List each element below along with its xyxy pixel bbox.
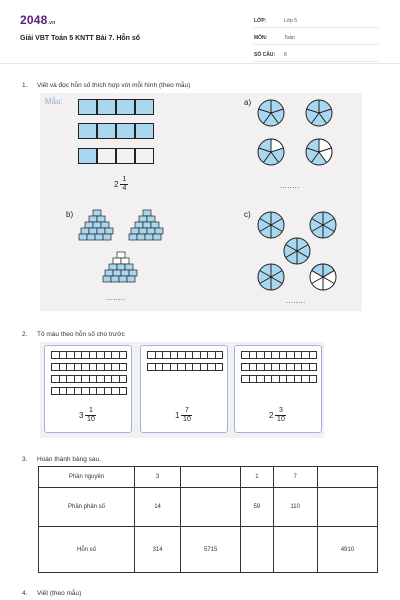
table-cell[interactable]: 7: [273, 467, 317, 488]
denominator: 4: [122, 185, 127, 192]
table-cell[interactable]: 4910: [317, 527, 377, 573]
table-cell[interactable]: [317, 467, 377, 488]
row-header: Phần nguyên: [39, 467, 135, 488]
numerator: 7: [185, 407, 189, 414]
meta-value: Toán: [284, 34, 295, 41]
table-cell[interactable]: [181, 467, 241, 488]
circle-a2: [304, 98, 334, 128]
circle-a1: [256, 98, 286, 128]
meta-row-count: [254, 48, 378, 62]
denominator: 10: [87, 416, 95, 423]
circle-c4: [256, 262, 286, 292]
circle-c5: [308, 262, 338, 292]
fraction: [85, 407, 96, 424]
table-row: [39, 527, 378, 573]
circle-a3: [256, 137, 286, 167]
table-row: [39, 467, 378, 488]
pyramid-b1: [78, 208, 116, 248]
mixed-number: [79, 407, 96, 424]
example-label: Mẫu:: [45, 97, 63, 106]
meta-label: LỚP:: [254, 17, 267, 24]
row-header: Phần phân số: [39, 488, 135, 527]
site-logo[interactable]: 2048.vn: [20, 13, 56, 27]
meta-value: Lớp 5: [284, 17, 298, 24]
numerator: 1: [122, 176, 127, 183]
meta-row-class: [254, 14, 378, 28]
table-cell[interactable]: 314: [135, 527, 181, 573]
whole-part: 3: [79, 411, 84, 420]
label-c: c): [244, 210, 251, 219]
meta-info: [254, 14, 378, 65]
mixed-number: [269, 407, 286, 424]
meta-label: SỐ CÂU:: [254, 51, 276, 58]
question-text: Tô màu theo hỗn số cho trước: [37, 331, 125, 338]
table-cell[interactable]: 110: [273, 488, 317, 527]
question-3-heading: [22, 456, 101, 463]
table-cell[interactable]: [181, 488, 241, 527]
table-row: [39, 488, 378, 527]
completion-table: [38, 466, 378, 573]
fraction: [181, 407, 192, 424]
label-b: b): [66, 210, 74, 219]
table-cell[interactable]: [317, 488, 377, 527]
answer-blank-a: ........: [280, 183, 300, 190]
denominator: 10: [277, 416, 285, 423]
example-row-2: [78, 123, 154, 139]
question-number: 3.: [22, 456, 28, 463]
table-cell[interactable]: 5715: [181, 527, 241, 573]
table-cell[interactable]: 14: [135, 488, 181, 527]
question-1-heading: [22, 82, 190, 89]
shade-box-1[interactable]: [44, 345, 132, 433]
example-row-3: [78, 148, 154, 164]
denominator: 10: [183, 416, 191, 423]
numerator: 3: [279, 407, 283, 414]
pyramid-b3: [102, 250, 140, 290]
numerator: 1: [89, 407, 93, 414]
circle-c2: [308, 210, 338, 240]
example-mixed-number: [114, 176, 128, 193]
question-text: Viết và đọc hỗn số thích hợp với mỗi hình (theo mẫu): [37, 82, 191, 89]
table-cell[interactable]: [273, 527, 317, 573]
shade-box-2[interactable]: [140, 345, 228, 433]
table-cell[interactable]: 59: [241, 488, 273, 527]
meta-value: 8: [284, 51, 287, 58]
table-cell[interactable]: 3: [135, 467, 181, 488]
fraction: [275, 407, 286, 424]
whole-part: 2: [114, 180, 119, 189]
answer-blank-b: ........: [106, 295, 126, 302]
whole-part: 1: [175, 411, 180, 420]
row-header: Hỗn số: [39, 527, 135, 573]
header: [0, 0, 400, 64]
example-row-1: [78, 99, 154, 115]
meta-row-subject: [254, 31, 378, 45]
pyramid-b2: [128, 208, 166, 248]
fraction: [120, 176, 128, 193]
page-title: Giải VBT Toán 5 KNTT Bài 7. Hỗn số: [20, 35, 141, 42]
question-text: Viết (theo mẫu): [37, 590, 82, 597]
shade-box-3[interactable]: [234, 345, 322, 433]
table-cell[interactable]: [241, 527, 273, 573]
question-text: Hoàn thành bảng sau.: [37, 456, 101, 463]
question-2-heading: [22, 331, 125, 338]
label-a: a): [244, 98, 252, 107]
mixed-number: [175, 407, 192, 424]
question-4-heading: [22, 590, 81, 597]
question-number: 1.: [22, 82, 28, 89]
whole-part: 2: [269, 411, 274, 420]
meta-label: MÔN:: [254, 34, 268, 41]
question-number: 4.: [22, 590, 28, 597]
table-cell[interactable]: 1: [241, 467, 273, 488]
answer-blank-c: ........: [286, 298, 306, 305]
circle-a4: [304, 137, 334, 167]
question-number: 2.: [22, 331, 28, 338]
